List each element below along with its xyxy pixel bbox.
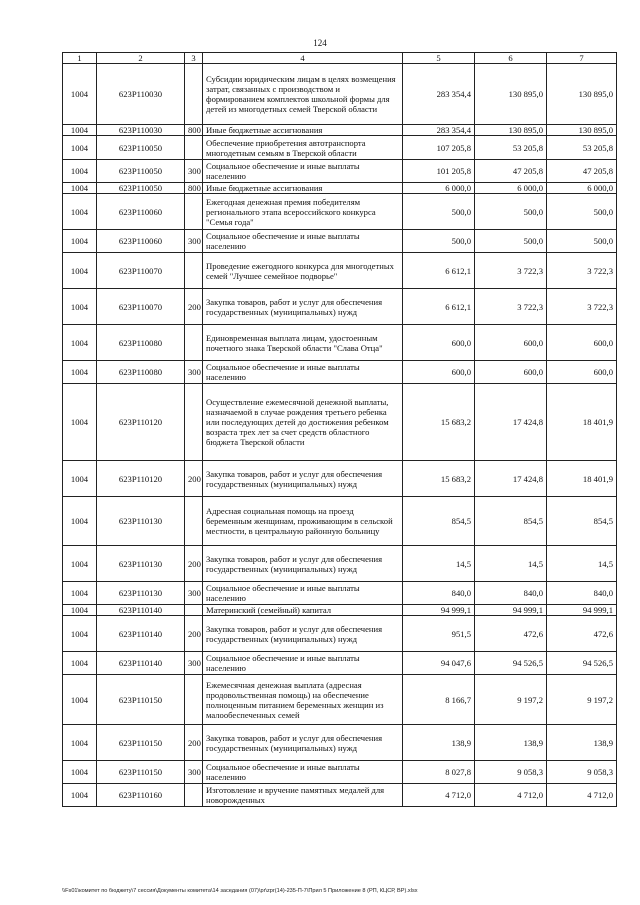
table-row — [63, 325, 617, 361]
amount-year2-cell: 600,0 — [475, 325, 547, 361]
amount-year3-cell: 9 197,2 — [547, 675, 617, 725]
target-article-cell: 623P110140 — [97, 652, 185, 675]
column-number-header: 2 — [97, 53, 185, 64]
item-name-cell: Осуществление ежемесячной денежной выплаты, назначаемой в случае рождения третьего ребенка или последующих детей до достижения ребенком возраста трех лет за счет средств областного бюджета Тверской области — [203, 384, 403, 461]
table-row — [63, 384, 617, 461]
section-code-cell: 1004 — [63, 652, 97, 675]
amount-year1-cell: 600,0 — [403, 361, 475, 384]
column-number-header: 1 — [63, 53, 97, 64]
table-row — [63, 784, 617, 807]
section-code-cell: 1004 — [63, 325, 97, 361]
file-path-footer: \\Fs01\комитет по бюджету\7 сессия\Документы комитета\14 заседания (07)\pr\zpr(14)-235-П-7\Прил 5 Приложение 8 (РП, КЦСР, ВР).xlsx — [62, 888, 418, 894]
target-article-cell: 623P110130 — [97, 582, 185, 605]
expense-type-cell — [185, 675, 203, 725]
target-article-cell: 623P110140 — [97, 605, 185, 616]
item-name-cell: Закупка товаров, работ и услуг для обеспечения государственных (муниципальных) нужд — [203, 289, 403, 325]
budget-table-body — [63, 64, 617, 807]
section-code-cell: 1004 — [63, 160, 97, 183]
amount-year3-cell: 840,0 — [547, 582, 617, 605]
expense-type-cell: 300 — [185, 652, 203, 675]
budget-table — [62, 52, 617, 807]
amount-year1-cell: 8 027,8 — [403, 761, 475, 784]
amount-year1-cell: 101 205,8 — [403, 160, 475, 183]
amount-year1-cell: 854,5 — [403, 497, 475, 546]
table-row — [63, 497, 617, 546]
section-code-cell: 1004 — [63, 784, 97, 807]
item-name-cell: Социальное обеспечение и иные выплаты населению — [203, 160, 403, 183]
target-article-cell: 623P110150 — [97, 675, 185, 725]
target-article-cell: 623P110160 — [97, 784, 185, 807]
amount-year2-cell: 14,5 — [475, 546, 547, 582]
amount-year1-cell: 6 000,0 — [403, 183, 475, 194]
amount-year3-cell: 472,6 — [547, 616, 617, 652]
item-name-cell: Ежемесячная денежная выплата (адресная продовольственная помощь) на обеспечение полноценным питанием беременных женщин из малообеспеченных семей — [203, 675, 403, 725]
target-article-cell: 623P110050 — [97, 183, 185, 194]
amount-year3-cell: 138,9 — [547, 725, 617, 761]
column-number-header: 7 — [547, 53, 617, 64]
amount-year3-cell: 4 712,0 — [547, 784, 617, 807]
amount-year1-cell: 951,5 — [403, 616, 475, 652]
column-number-row — [63, 53, 617, 64]
table-row — [63, 125, 617, 136]
target-article-cell: 623P110150 — [97, 761, 185, 784]
target-article-cell: 623P110140 — [97, 616, 185, 652]
amount-year1-cell: 283 354,4 — [403, 64, 475, 125]
expense-type-cell — [185, 605, 203, 616]
table-row — [63, 616, 617, 652]
section-code-cell: 1004 — [63, 230, 97, 253]
section-code-cell: 1004 — [63, 725, 97, 761]
amount-year2-cell: 130 895,0 — [475, 64, 547, 125]
amount-year3-cell: 18 401,9 — [547, 461, 617, 497]
section-code-cell: 1004 — [63, 616, 97, 652]
section-code-cell: 1004 — [63, 461, 97, 497]
item-name-cell: Проведение ежегодного конкурса для многодетных семей "Лучшее семейное подворье" — [203, 253, 403, 289]
amount-year1-cell: 107 205,8 — [403, 136, 475, 160]
amount-year2-cell: 472,6 — [475, 616, 547, 652]
amount-year3-cell: 3 722,3 — [547, 289, 617, 325]
table-row — [63, 289, 617, 325]
item-name-cell: Социальное обеспечение и иные выплаты населению — [203, 652, 403, 675]
amount-year3-cell: 47 205,8 — [547, 160, 617, 183]
amount-year1-cell: 500,0 — [403, 194, 475, 230]
amount-year1-cell: 15 683,2 — [403, 461, 475, 497]
target-article-cell: 623P110130 — [97, 546, 185, 582]
section-code-cell: 1004 — [63, 183, 97, 194]
target-article-cell: 623P110070 — [97, 289, 185, 325]
expense-type-cell: 200 — [185, 546, 203, 582]
section-code-cell: 1004 — [63, 125, 97, 136]
column-number-header: 5 — [403, 53, 475, 64]
amount-year2-cell: 6 000,0 — [475, 183, 547, 194]
amount-year1-cell: 283 354,4 — [403, 125, 475, 136]
amount-year3-cell: 94 999,1 — [547, 605, 617, 616]
amount-year1-cell: 500,0 — [403, 230, 475, 253]
amount-year2-cell: 3 722,3 — [475, 253, 547, 289]
expense-type-cell: 800 — [185, 183, 203, 194]
expense-type-cell: 200 — [185, 461, 203, 497]
amount-year2-cell: 138,9 — [475, 725, 547, 761]
table-row — [63, 64, 617, 125]
amount-year2-cell: 4 712,0 — [475, 784, 547, 807]
amount-year3-cell: 500,0 — [547, 194, 617, 230]
expense-type-cell — [185, 384, 203, 461]
amount-year3-cell: 18 401,9 — [547, 384, 617, 461]
target-article-cell: 623P110150 — [97, 725, 185, 761]
section-code-cell: 1004 — [63, 289, 97, 325]
amount-year2-cell: 3 722,3 — [475, 289, 547, 325]
amount-year3-cell: 53 205,8 — [547, 136, 617, 160]
amount-year3-cell: 600,0 — [547, 361, 617, 384]
section-code-cell: 1004 — [63, 384, 97, 461]
amount-year1-cell: 94 047,6 — [403, 652, 475, 675]
table-row — [63, 461, 617, 497]
item-name-cell: Социальное обеспечение и иные выплаты населению — [203, 230, 403, 253]
item-name-cell: Закупка товаров, работ и услуг для обеспечения государственных (муниципальных) нужд — [203, 461, 403, 497]
table-row — [63, 652, 617, 675]
expense-type-cell — [185, 497, 203, 546]
amount-year3-cell: 500,0 — [547, 230, 617, 253]
amount-year3-cell: 6 000,0 — [547, 183, 617, 194]
expense-type-cell: 800 — [185, 125, 203, 136]
expense-type-cell: 200 — [185, 289, 203, 325]
amount-year1-cell: 6 612,1 — [403, 253, 475, 289]
page-number: 124 — [313, 38, 327, 48]
target-article-cell: 623P110030 — [97, 64, 185, 125]
section-code-cell: 1004 — [63, 582, 97, 605]
table-row — [63, 761, 617, 784]
expense-type-cell: 300 — [185, 361, 203, 384]
table-row — [63, 605, 617, 616]
target-article-cell: 623P110050 — [97, 160, 185, 183]
item-name-cell: Адресная социальная помощь на проезд беременным женщинам, проживающим в сельской местности, в центральную районную больницу — [203, 497, 403, 546]
target-article-cell: 623P110130 — [97, 497, 185, 546]
table-row — [63, 183, 617, 194]
amount-year1-cell: 600,0 — [403, 325, 475, 361]
section-code-cell: 1004 — [63, 675, 97, 725]
amount-year2-cell: 94 526,5 — [475, 652, 547, 675]
expense-type-cell: 300 — [185, 582, 203, 605]
amount-year1-cell: 138,9 — [403, 725, 475, 761]
item-name-cell: Единовременная выплата лицам, удостоенным почетного знака Тверской области "Слава Отца" — [203, 325, 403, 361]
column-number-header: 6 — [475, 53, 547, 64]
target-article-cell: 623P110120 — [97, 461, 185, 497]
section-code-cell: 1004 — [63, 361, 97, 384]
section-code-cell: 1004 — [63, 253, 97, 289]
amount-year1-cell: 8 166,7 — [403, 675, 475, 725]
section-code-cell: 1004 — [63, 64, 97, 125]
target-article-cell: 623P110070 — [97, 253, 185, 289]
target-article-cell: 623P110060 — [97, 230, 185, 253]
item-name-cell: Закупка товаров, работ и услуг для обеспечения государственных (муниципальных) нужд — [203, 725, 403, 761]
amount-year3-cell: 3 722,3 — [547, 253, 617, 289]
item-name-cell: Субсидии юридическим лицам в целях возмещения затрат, связанных с производством и формированием комплектов школьной формы для детей из многодетных семей Тверской области — [203, 64, 403, 125]
table-row — [63, 136, 617, 160]
amount-year2-cell: 94 999,1 — [475, 605, 547, 616]
amount-year1-cell: 840,0 — [403, 582, 475, 605]
section-code-cell: 1004 — [63, 605, 97, 616]
item-name-cell: Иные бюджетные ассигнования — [203, 125, 403, 136]
amount-year1-cell: 6 612,1 — [403, 289, 475, 325]
amount-year3-cell: 600,0 — [547, 325, 617, 361]
expense-type-cell — [185, 784, 203, 807]
amount-year2-cell: 854,5 — [475, 497, 547, 546]
amount-year2-cell: 9 197,2 — [475, 675, 547, 725]
amount-year3-cell: 94 526,5 — [547, 652, 617, 675]
section-code-cell: 1004 — [63, 546, 97, 582]
table-row — [63, 675, 617, 725]
amount-year2-cell: 47 205,8 — [475, 160, 547, 183]
item-name-cell: Обеспечение приобретения автотранспорта многодетным семьям в Тверской области — [203, 136, 403, 160]
amount-year2-cell: 17 424,8 — [475, 384, 547, 461]
amount-year1-cell: 15 683,2 — [403, 384, 475, 461]
amount-year2-cell: 600,0 — [475, 361, 547, 384]
target-article-cell: 623P110030 — [97, 125, 185, 136]
item-name-cell: Социальное обеспечение и иные выплаты населению — [203, 361, 403, 384]
amount-year2-cell: 500,0 — [475, 230, 547, 253]
table-row — [63, 725, 617, 761]
amount-year2-cell: 53 205,8 — [475, 136, 547, 160]
section-code-cell: 1004 — [63, 136, 97, 160]
expense-type-cell: 300 — [185, 230, 203, 253]
amount-year3-cell: 854,5 — [547, 497, 617, 546]
target-article-cell: 623P110080 — [97, 361, 185, 384]
target-article-cell: 623P110080 — [97, 325, 185, 361]
item-name-cell: Изготовление и вручение памятных медалей для новорожденных — [203, 784, 403, 807]
expense-type-cell: 300 — [185, 160, 203, 183]
section-code-cell: 1004 — [63, 194, 97, 230]
expense-type-cell — [185, 325, 203, 361]
expense-type-cell: 300 — [185, 761, 203, 784]
item-name-cell: Закупка товаров, работ и услуг для обеспечения государственных (муниципальных) нужд — [203, 546, 403, 582]
table-row — [63, 230, 617, 253]
amount-year2-cell: 500,0 — [475, 194, 547, 230]
item-name-cell: Закупка товаров, работ и услуг для обеспечения государственных (муниципальных) нужд — [203, 616, 403, 652]
target-article-cell: 623P110060 — [97, 194, 185, 230]
table-row — [63, 546, 617, 582]
table-row — [63, 361, 617, 384]
item-name-cell: Социальное обеспечение и иные выплаты населению — [203, 761, 403, 784]
expense-type-cell — [185, 136, 203, 160]
table-row — [63, 582, 617, 605]
section-code-cell: 1004 — [63, 497, 97, 546]
item-name-cell: Материнский (семейный) капитал — [203, 605, 403, 616]
amount-year1-cell: 14,5 — [403, 546, 475, 582]
expense-type-cell — [185, 194, 203, 230]
amount-year3-cell: 9 058,3 — [547, 761, 617, 784]
table-row — [63, 194, 617, 230]
item-name-cell: Социальное обеспечение и иные выплаты населению — [203, 582, 403, 605]
amount-year2-cell: 130 895,0 — [475, 125, 547, 136]
target-article-cell: 623P110050 — [97, 136, 185, 160]
amount-year2-cell: 9 058,3 — [475, 761, 547, 784]
table-row — [63, 160, 617, 183]
amount-year3-cell: 130 895,0 — [547, 125, 617, 136]
amount-year3-cell: 14,5 — [547, 546, 617, 582]
section-code-cell: 1004 — [63, 761, 97, 784]
expense-type-cell — [185, 253, 203, 289]
column-number-header: 3 — [185, 53, 203, 64]
expense-type-cell: 200 — [185, 616, 203, 652]
item-name-cell: Ежегодная денежная премия победителям регионального этапа всероссийского конкурса "Семья года" — [203, 194, 403, 230]
item-name-cell: Иные бюджетные ассигнования — [203, 183, 403, 194]
amount-year1-cell: 4 712,0 — [403, 784, 475, 807]
amount-year1-cell: 94 999,1 — [403, 605, 475, 616]
amount-year2-cell: 840,0 — [475, 582, 547, 605]
amount-year2-cell: 17 424,8 — [475, 461, 547, 497]
expense-type-cell: 200 — [185, 725, 203, 761]
expense-type-cell — [185, 64, 203, 125]
column-number-header: 4 — [203, 53, 403, 64]
table-row — [63, 253, 617, 289]
target-article-cell: 623P110120 — [97, 384, 185, 461]
amount-year3-cell: 130 895,0 — [547, 64, 617, 125]
